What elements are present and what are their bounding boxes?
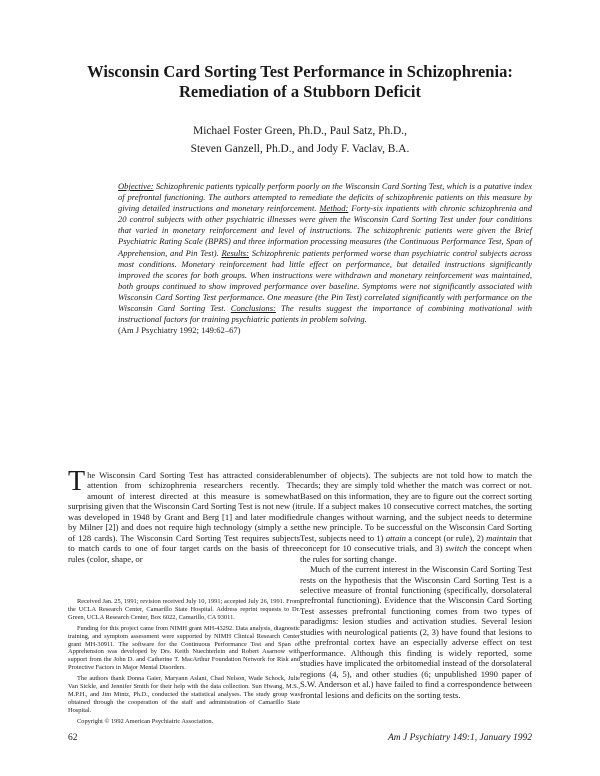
article-title bbox=[40, 62, 560, 102]
drop-cap: T bbox=[68, 466, 86, 497]
abstract-citation: (Am J Psychiatry 1992; 149:62–67) bbox=[118, 325, 241, 336]
note-copyright: Copyright © 1992 American Psychiatric Association. bbox=[77, 717, 214, 725]
body-column-left bbox=[68, 466, 300, 564]
note-received: Received Jan. 25, 1991; revision received July 10, 1991; accepted July 26, 1991. From the UCLA Research Center, Camarillo State Hospital. Address reprint requests to Dr. Green, UCLA Research Center, Box 6022, Camarillo, CA 93011. bbox=[68, 598, 300, 621]
journal-citation: Am J Psychiatry 149:1, January 1992 bbox=[387, 733, 532, 743]
abstract-results: Schizophrenic patients performed worse than psychiatric control subjects across most conditions. Monetary reinforcement had little effect on performance, but detailed instructions significantly improved the scores for both groups. When instructions were withdrawn and monetary reinforcement was maintained, both groups continued to show improved performance over baseline. Symptoms were not significantly associated with Wisconsin Card Sorting Test performance. One measure (the Pin Test) correlated significantly with performance on the Wisconsin Card Sorting Test. bbox=[118, 247, 532, 314]
term-maintain: maintain bbox=[486, 532, 517, 543]
body-paragraph-2 bbox=[300, 470, 532, 564]
body-text: that concept for 10 consecutive trials, and 3) bbox=[300, 532, 532, 554]
abstract-method: Forty-six inpatients with chronic schizophrenia and 20 control subjects with other psychiatric illnesses were given the Wisconsin Card Sorting Test under four conditions that varied in monetary reinforcement and level of instructions. The schizophrenic patients were given the Brief Psychiatric Rating Scale (BPRS) and three information processing measures (the Continuous Performance Test, Span of Apprehension, and Pin Test). bbox=[118, 203, 532, 258]
body-column-right bbox=[300, 470, 532, 700]
author-list bbox=[60, 122, 540, 158]
authors-line-2: Steven Ganzell, Ph.D., and Jody F. Vaclav, B.A. bbox=[190, 143, 410, 155]
body-paragraph-1-text: he Wisconsin Card Sorting Test has attracted considerable attention from schizophrenia researchers recently. The amount of interest directed at this measure is somewhat surprising given that the Wisconsin Card Sorting Test is not new (it was developed in 1948 by Grant and Berg [1] and later modified by Milner [2]) and does not require high technology (simply a set of 128 cards). The Wisconsin Card Sorting Test requires subjects to match cards to one of four target cards on the basis of three rules (color, shape, or bbox=[68, 470, 300, 564]
abstract-method-label: Method: bbox=[319, 203, 349, 214]
abstract-conclusions-label: Conclusions: bbox=[230, 303, 276, 314]
term-switch: switch bbox=[445, 543, 468, 554]
body-text: a concept (or rule), 2) bbox=[405, 532, 487, 543]
page-number: 62 bbox=[68, 733, 78, 743]
body-paragraph bbox=[68, 466, 300, 564]
authors-line-1: Michael Foster Green, Ph.D., Paul Satz, Ph.D., bbox=[193, 125, 407, 137]
note-acknowledgments: The authors thank Donna Gaier, Maryann Aslani, Chad Nelson, Wade Schock, Julie Van Sickle, and Jennifer Smith for their help with the data collection. Sun Hwang, M.S., M.P.H., and Jim Mintz, Ph.D., conducted the statistical analyses. The study group was obtained through the cooperation of the staff and administration of Camarillo State Hospital. bbox=[68, 675, 300, 714]
body-text: number of objects). The subjects are not told how to match the cards; they are simply told whether the match was correct or not. Based on this information, they are to figure out the correct sorting rule. If a subject makes 10 consecutive correct matches, the sorting rule changes without warning, and the subject needs to determine the new principle. To be successful on the Wisconsin Card Sorting Test, subjects need to 1) bbox=[300, 470, 532, 543]
footnotes bbox=[68, 598, 300, 729]
title-line-2: Remediation of a Stubborn Deficit bbox=[179, 82, 421, 101]
abstract bbox=[118, 181, 532, 336]
term-attain: attain bbox=[385, 532, 406, 543]
page-footer bbox=[68, 733, 532, 743]
abstract-objective: Schizophrenic patients typically perform poorly on the Wisconsin Card Sorting Test, which is a putative index of prefrontal functioning. The authors attempted to remediate the deficits of schizophrenic patients on this measure by giving detailed instructions and monetary reinforcement. bbox=[118, 181, 532, 214]
abstract-conclusions: The results suggest the importance of combining motivational with instructional factors for training psychiatric patients in problem solving. bbox=[118, 303, 532, 325]
body-text: the concept when the rules for sorting change. bbox=[300, 543, 532, 564]
abstract-results-label: Results: bbox=[221, 247, 249, 258]
body-paragraph-3: Much of the current interest in the Wisconsin Card Sorting Test rests on the hypothesis that the Wisconsin Card Sorting Test is a selective measure of frontal functioning (specifically, dorsolateral prefrontal functioning). Evidence that the Wisconsin Card Sorting Test assesses prefrontal functioning comes from two types of paradigms: lesion studies and activation studies. Several lesion studies with neurological patients (2, 3) have found that lesions to the prefrontal cortex have an especially adverse effect on test performance. Although this finding is widely reported, some studies have implicated the orbitomedial instead of the dorsolateral regions (4, 5), and other studies (6; unpublished 1990 paper of S.W. Anderson et al.) have failed to find a correspondence between frontal lesions and deficits on the sorting tests. bbox=[300, 564, 532, 700]
title-line-1: Wisconsin Card Sorting Test Performance in Schizophrenia: bbox=[87, 62, 513, 81]
abstract-objective-label: Objective: bbox=[118, 181, 154, 191]
note-funding: Funding for this project came from NIMH grant MH-43292. Data analysis, diagnostic training, and symptom assessment were supported by NIMH Clinical Research Center grant MH-30911. The software for the Continuous Performance Test and Span of Apprehension was developed by Drs. Keith Nuechterlein and Robert Asarnow with support from the John D. and Catherine T. MacArthur Foundation Network for Risk and Protective Factors in Major Mental Disorders. bbox=[68, 624, 300, 672]
